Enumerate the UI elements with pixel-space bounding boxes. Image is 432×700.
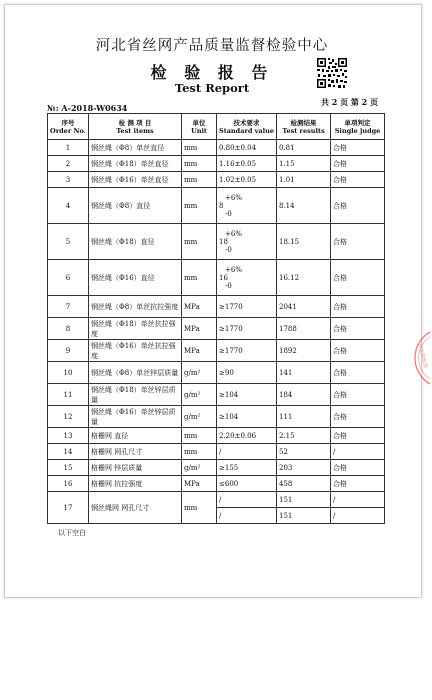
row-test-item: 钢丝绳（Φ8）单丝直径 bbox=[89, 140, 182, 156]
row-order-no: 1 bbox=[48, 140, 89, 156]
row-standard-value bbox=[217, 140, 277, 156]
row-unit: mm bbox=[182, 140, 217, 156]
row-standard-value bbox=[217, 476, 277, 492]
table-row bbox=[48, 318, 385, 340]
row-single-judge: 合格 bbox=[331, 362, 385, 384]
row-test-result: 18.15 bbox=[277, 224, 331, 260]
standard-value-line: -0 bbox=[225, 281, 232, 290]
row-test-result: 141 bbox=[277, 362, 331, 384]
row-order-no: 6 bbox=[48, 260, 89, 296]
table-row bbox=[48, 172, 385, 188]
standard-value-line: ≤600 bbox=[219, 479, 239, 488]
row-test-item: 钢丝绳（Φ16）单丝锌层质量 bbox=[89, 406, 182, 428]
table-row bbox=[48, 476, 385, 492]
standard-value-line: 1.02±0.05 bbox=[219, 175, 257, 184]
red-seal-stamp bbox=[396, 330, 432, 386]
row-standard-value bbox=[217, 460, 277, 476]
row-single-judge: 合格 bbox=[331, 340, 385, 362]
row-standard-value bbox=[217, 362, 277, 384]
standard-value-line: ≥1770 bbox=[219, 302, 243, 311]
row17-std-1: / bbox=[217, 492, 277, 508]
row-test-result: 1.01 bbox=[277, 172, 331, 188]
row-test-item: 钢丝绳（Φ16）单丝抗拉强度 bbox=[89, 340, 182, 362]
table-row bbox=[48, 156, 385, 172]
row17-judge-2: / bbox=[331, 508, 385, 524]
row-test-result: 2041 bbox=[277, 296, 331, 318]
qr-code-icon bbox=[316, 57, 348, 89]
table-row bbox=[48, 296, 385, 318]
table-row bbox=[48, 140, 385, 156]
row-single-judge: 合格 bbox=[331, 384, 385, 406]
row-standard-value bbox=[217, 384, 277, 406]
row-single-judge: / bbox=[331, 444, 385, 460]
row-order-no: 8 bbox=[48, 318, 89, 340]
row-test-result: 1892 bbox=[277, 340, 331, 362]
row-unit: MPa bbox=[182, 340, 217, 362]
row-order-no: 12 bbox=[48, 406, 89, 428]
table-row bbox=[48, 188, 385, 224]
table-row bbox=[48, 260, 385, 296]
row-unit: g/m² bbox=[182, 362, 217, 384]
row-test-result: 1788 bbox=[277, 318, 331, 340]
row-test-result: 203 bbox=[277, 460, 331, 476]
report-title-cn: 检 验 报 告 bbox=[150, 63, 274, 82]
row-unit: mm bbox=[182, 172, 217, 188]
col-order-no: 序号 Order No. bbox=[48, 114, 89, 140]
row-unit: mm bbox=[182, 260, 217, 296]
row-order-no: 5 bbox=[48, 224, 89, 260]
report-title-en: Test Report bbox=[174, 81, 250, 95]
row-single-judge: 合格 bbox=[331, 428, 385, 444]
col-unit: 单位 Unit bbox=[182, 114, 217, 140]
col-test-results: 检测结果 Test results bbox=[277, 114, 331, 140]
row-order-no: 13 bbox=[48, 428, 89, 444]
standard-value-line: 0.80±0.04 bbox=[219, 143, 257, 152]
row-order-no: 14 bbox=[48, 444, 89, 460]
org-name: 河北省丝网产品质量监督检验中心 bbox=[95, 38, 329, 54]
row-test-item: 钢丝绳（Φ16）单丝直径 bbox=[89, 172, 182, 188]
row-test-result: 16.12 bbox=[277, 260, 331, 296]
table-row bbox=[48, 406, 385, 428]
table-row bbox=[48, 384, 385, 406]
standard-value-line: +6% bbox=[225, 193, 242, 202]
row-unit: mm bbox=[182, 156, 217, 172]
row-single-judge: 合格 bbox=[331, 406, 385, 428]
row-single-judge: 合格 bbox=[331, 172, 385, 188]
table-row bbox=[48, 340, 385, 362]
row-test-item: 钢丝绳（Φ18）单丝锌层质量 bbox=[89, 384, 182, 406]
table-row bbox=[48, 460, 385, 476]
report-number: №: A-2018-W0634 bbox=[47, 103, 128, 113]
row-standard-value bbox=[217, 406, 277, 428]
standard-value-line: 2.20±0.06 bbox=[219, 431, 257, 440]
row-single-judge: 合格 bbox=[331, 318, 385, 340]
row-test-item: 钢丝绳（Φ8）单丝抗拉强度 bbox=[89, 296, 182, 318]
row-unit: mm bbox=[182, 188, 217, 224]
row-single-judge: 合格 bbox=[331, 188, 385, 224]
standard-value-line: ≥104 bbox=[219, 412, 239, 421]
row-unit: MPa bbox=[182, 296, 217, 318]
table-row bbox=[48, 428, 385, 444]
row-order-no: 2 bbox=[48, 156, 89, 172]
row-standard-value bbox=[217, 172, 277, 188]
standard-value-line: ≥1770 bbox=[219, 346, 243, 355]
row-test-item: 钢丝绳（Φ18）单丝抗拉强度 bbox=[89, 318, 182, 340]
row-unit: mm bbox=[182, 428, 217, 444]
row-test-item: 钢丝绳（Φ8）单丝锌层质量 bbox=[89, 362, 182, 384]
col-standard-value: 技术要求 Standard value bbox=[217, 114, 277, 140]
standard-value-line: 16 bbox=[219, 273, 228, 282]
row-test-item: 格栅网 直径 bbox=[89, 428, 182, 444]
row-standard-value bbox=[217, 156, 277, 172]
row-order-no: 16 bbox=[48, 476, 89, 492]
row-standard-value bbox=[217, 340, 277, 362]
page-info: 共 2 页 第 2 页 bbox=[320, 97, 378, 107]
row-test-result: 52 bbox=[277, 444, 331, 460]
row-standard-value bbox=[217, 318, 277, 340]
row-test-item: 钢丝绳（Φ18）直径 bbox=[89, 224, 182, 260]
standard-value-line: ≥155 bbox=[219, 463, 239, 472]
row-order-no: 9 bbox=[48, 340, 89, 362]
row17-no: 17 bbox=[48, 492, 89, 524]
table-row bbox=[48, 444, 385, 460]
standard-value-line: / bbox=[219, 447, 222, 456]
row-test-item: 钢丝绳（Φ8）直径 bbox=[89, 188, 182, 224]
row-unit: mm bbox=[182, 444, 217, 460]
row-single-judge: 合格 bbox=[331, 260, 385, 296]
row-order-no: 11 bbox=[48, 384, 89, 406]
standard-value-line: 8 bbox=[219, 201, 224, 210]
row-test-item: 格栅网 网孔尺寸 bbox=[89, 444, 182, 460]
row-test-item: 格栅网 锌层质量 bbox=[89, 460, 182, 476]
standard-value-line: -0 bbox=[225, 245, 232, 254]
row-order-no: 3 bbox=[48, 172, 89, 188]
row-unit: g/m² bbox=[182, 406, 217, 428]
col-test-items: 检 测 项 目 Test items bbox=[89, 114, 182, 140]
table-row bbox=[48, 362, 385, 384]
standard-value-line: +6% bbox=[225, 265, 242, 274]
row-single-judge: 合格 bbox=[331, 140, 385, 156]
table-row bbox=[48, 492, 385, 508]
row-test-item: 钢丝绳（Φ18）单丝直径 bbox=[89, 156, 182, 172]
standard-value-line: 18 bbox=[219, 237, 228, 246]
row-test-result: 2.15 bbox=[277, 428, 331, 444]
row-standard-value bbox=[217, 260, 277, 296]
blank-below-note: 以下空白 bbox=[58, 529, 86, 537]
row-standard-value bbox=[217, 296, 277, 318]
table-row bbox=[48, 224, 385, 260]
row-single-judge: 合格 bbox=[331, 296, 385, 318]
row-standard-value bbox=[217, 428, 277, 444]
standard-value-line: -0 bbox=[225, 209, 232, 218]
row-test-result: 111 bbox=[277, 406, 331, 428]
standard-value-line: ≥1770 bbox=[219, 324, 243, 333]
row-order-no: 4 bbox=[48, 188, 89, 224]
row-single-judge: 合格 bbox=[331, 224, 385, 260]
row-order-no: 15 bbox=[48, 460, 89, 476]
row-test-result: 184 bbox=[277, 384, 331, 406]
row-standard-value bbox=[217, 188, 277, 224]
row17-item: 钢丝绳网 网孔尺寸 bbox=[89, 492, 182, 524]
row17-result-2: 151 bbox=[277, 508, 331, 524]
row-single-judge: 合格 bbox=[331, 460, 385, 476]
row-test-result: 1.15 bbox=[277, 156, 331, 172]
row-unit: g/m² bbox=[182, 384, 217, 406]
row-test-item: 钢丝绳（Φ16）直径 bbox=[89, 260, 182, 296]
standard-value-line: ≥90 bbox=[219, 368, 234, 377]
row-unit: g/m² bbox=[182, 460, 217, 476]
row17-judge-1: / bbox=[331, 492, 385, 508]
row-single-judge: 合格 bbox=[331, 476, 385, 492]
row-test-result: 0.81 bbox=[277, 140, 331, 156]
row-unit: MPa bbox=[182, 476, 217, 492]
row-unit: MPa bbox=[182, 318, 217, 340]
row17-std-2: / bbox=[217, 508, 277, 524]
row-test-result: 8.14 bbox=[277, 188, 331, 224]
row17-unit: mm bbox=[182, 492, 217, 524]
row-order-no: 10 bbox=[48, 362, 89, 384]
row-single-judge: 合格 bbox=[331, 156, 385, 172]
row-unit: mm bbox=[182, 224, 217, 260]
table-header-row bbox=[48, 114, 385, 140]
standard-value-line: ≥104 bbox=[219, 390, 239, 399]
standard-value-line: +6% bbox=[225, 229, 242, 238]
svg-text:河北省丝网: 河北省丝网 bbox=[416, 342, 429, 369]
row-standard-value bbox=[217, 444, 277, 460]
row17-result-1: 151 bbox=[277, 492, 331, 508]
row-standard-value bbox=[217, 224, 277, 260]
row-test-result: 458 bbox=[277, 476, 331, 492]
test-results-table bbox=[47, 113, 385, 524]
row-order-no: 7 bbox=[48, 296, 89, 318]
row-test-item: 格栅网 抗拉强度 bbox=[89, 476, 182, 492]
col-single-judge: 单项判定 Single judge bbox=[331, 114, 385, 140]
standard-value-line: 1.16±0.05 bbox=[219, 159, 257, 168]
